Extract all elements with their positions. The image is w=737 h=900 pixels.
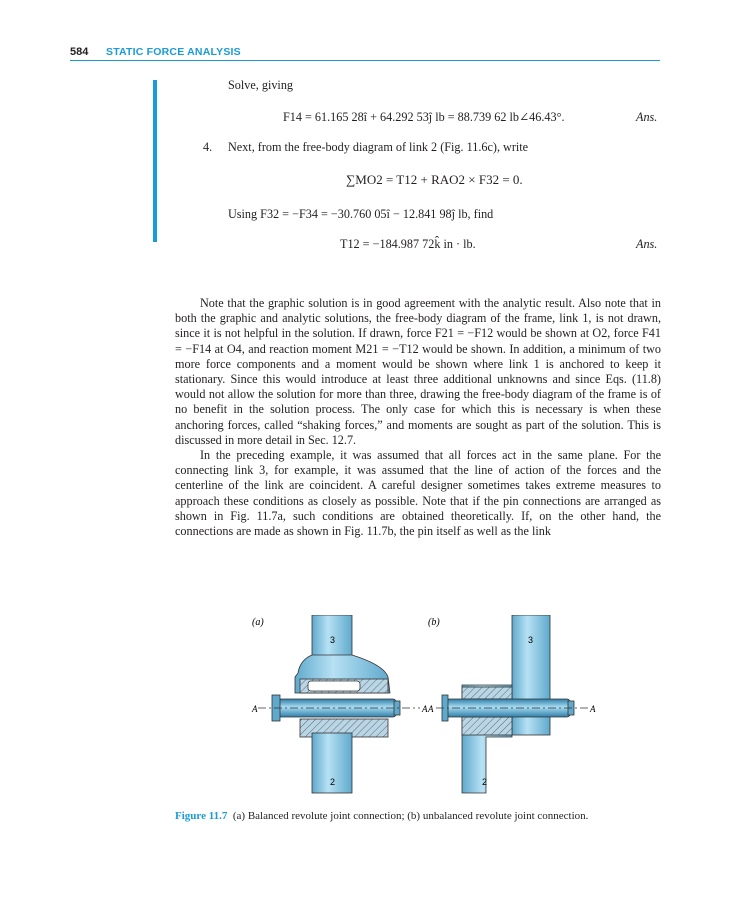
using-line: Using F32 = −F34 = −30.760 05î − 12.841 98ĵ lb, find [228,207,494,221]
body-text [175,296,661,539]
paragraph-2: In the preceding example, it was assumed that all forces act in the same plane. For the connecting link 3, for example, it was assumed that the line of action of the forces and the centerline of the link are coincident. A careful designer sometimes takes extreme measures to approach these conditions as closely as possible. Note that if the pin connections are arranged as shown in Fig. 11.7a, such conditions are obtained theoretically. If, on the other hand, the connections are made as shown in Fig. 11.7b, the pin itself as well as the link [175,448,661,539]
section-title: STATIC FORCE ANALYSIS [106,46,241,58]
label-a: (a) [252,617,264,628]
axis-label-right-b: A [590,704,596,714]
header-rule [70,60,660,61]
ans-label: Ans. [636,110,658,124]
axis-label-left-a: A [252,704,258,714]
link-hatch-upper-b [462,687,512,699]
caption-label: Figure 11.7 [175,810,228,822]
moment-equation: ∑MO2 = T12 + RAO2 × F32 = 0. [346,172,523,187]
label-b: (b) [428,617,440,628]
paragraph-1: Note that the graphic solution is in good agreement with the analytic result. Also note that in both the graphic and analytic solutions, the free-body diagram of the frame, link 1, is not drawn, since it is not helpful in the solution. If drawn, force F21 = −F12 would be shown at O2, force F41 = −F14 at O4, and reaction moment M21 = −T12 would be shown. In addition, a minimum of two more force components and a moment would be shown where link 1 is anchored to keep it stationary. Since this would introduce at least three additional unknowns and since Eqs. (11.8) would not allow the solution for more than three, drawing the free-body diagram of the frame is of no benefit in the solution process. The only case for which this is necessary is when these anchoring forces, called “shaking forces,” and moments are sought as part of the solution. This is discussed in more detail in Sec. 12.7. [175,296,661,447]
axis-label-right-a: A [422,704,428,714]
step-number: 4. [203,140,213,154]
figure-caption [175,810,588,822]
link-3-label-a: 3 [330,635,336,645]
t12-equation: T12 = −184.987 72k̂ in · lb. [340,237,476,251]
figure-11-7 [250,615,610,795]
link-3-label-b: 3 [528,635,534,645]
running-header [70,46,660,64]
page-number: 584 [70,46,89,58]
ans-label: Ans. [636,237,658,251]
f14-equation: F14 = 61.165 28î + 64.292 53ĵ lb = 88.739 62 lb∠46.43°. [283,110,565,124]
link-2-label-b: 2 [482,777,488,787]
figure-b [427,615,596,793]
slot-a [308,681,360,691]
caption-text: (a) Balanced revolute joint connection; (b) unbalanced revolute joint connection. [232,810,589,822]
link-hatch-lower-b [462,717,512,735]
step-text: Next, from the free-body diagram of link 2 (Fig. 11.6c), write [228,140,529,154]
link-2-label-a: 2 [330,777,336,787]
example-margin-bar [153,80,157,242]
figure-a [251,615,428,793]
axis-label-left-b: A [428,704,434,714]
solve-line: Solve, giving [228,78,294,92]
